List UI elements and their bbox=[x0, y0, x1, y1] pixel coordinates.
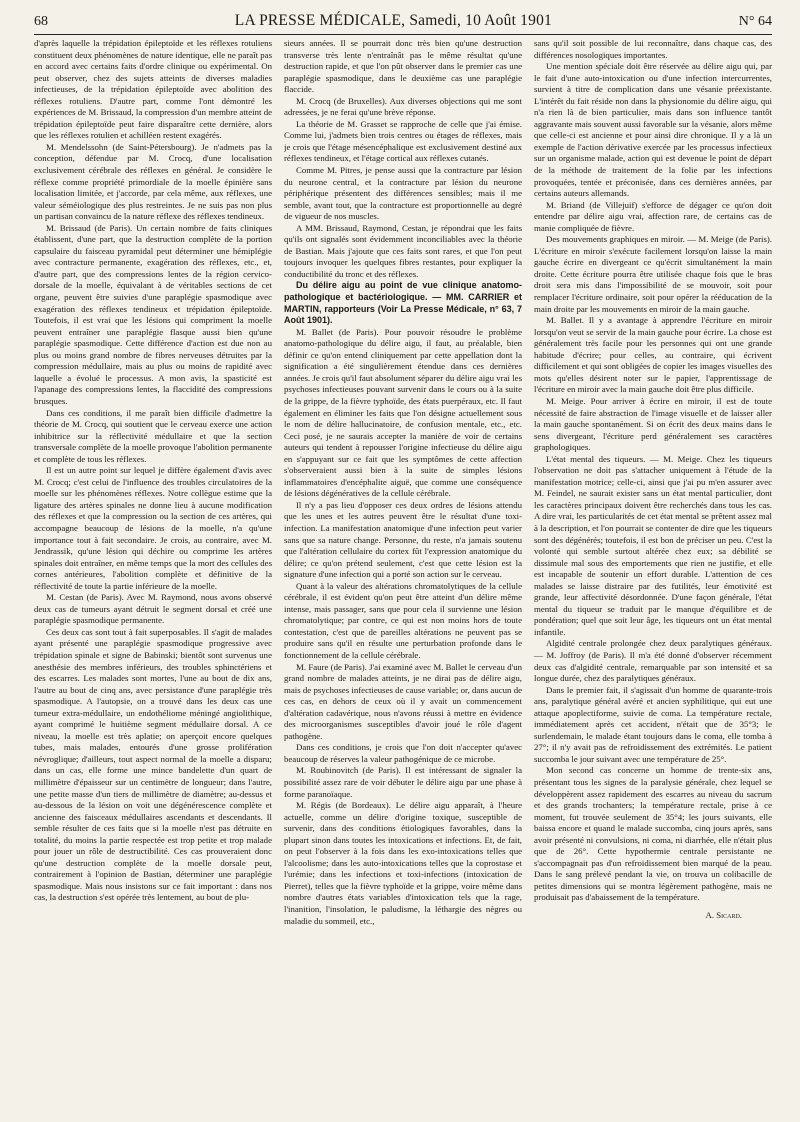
issue-number: N° 64 bbox=[738, 14, 772, 29]
issue-date: Samedi, 10 Août 1901 bbox=[409, 12, 552, 29]
paragraph: M. Crocq (de Bruxelles). Aux diverses objections qui me sont adressées, je ne ferai qu'une brève réponse. bbox=[284, 95, 522, 118]
paragraph-etat-mental-tiqueurs: L'état mental des tiqueurs. — M. Meige. Chez les tiqueurs l'observation ne doit pas s'attacher uniquement à l'étude de la manifestation motrice; celle-ci, ainsi que j'ai pu m'en assurer avec M. Feindel, ne saurait exister sans un état mental particulier, dont les caractères principaux doivent être recherchés dans tous les cas. A dire vrai, les particularités de cet état mental se prêtent assez mal à la description, et l'on pourrait se contenter de dire que les tiqueurs sont des dégénérés; toutefois, il est bon de préciser un peu. C'est la volonté qui semble surtout altérée chez eux; sa débilité se dissimule mal sous des emportements que rien ne justifie, et elle est incapable de soutenir un effort durable. L'attention de ces malades se laisse distraire par des futilités, leur émotivité est grande, leur affectivité désordonnée. D'une façon générale, l'état mental du tiqueur se traduit par le manque d'équilibre et de pondération; quel que soit leur âge, les tiqueurs ont un état mental infantile. bbox=[534, 453, 772, 637]
paragraph: M. Mendelssohn (de Saint-Pétersbourg). Je n'admets pas la conception, défendue par M. Crocq, d'une localisation exclusivement cérébrale des réflexes en général. Je considère le réflexe comme propriété primordiale de la moelle épinière sans localisation limitée, et j'accorde, par cela même, aux réflexes, une valeur séméiologique des plus restreintes. Je ne suis pas non plus un partisan convaincu de la nature réflexe des réflexes tendineux. bbox=[34, 141, 272, 222]
paragraph: M. Ballet (de Paris). Pour pouvoir résoudre le problème anatomo-pathologique du délire aigu, il faut, au préalable, bien définir ce qu'on entend cliniquement par cette appellation dont la signification a été singulièrement étendue dans ces dernières années. Je crois qu'il faut absolument séparer du délire aigu vrai les psychoses infectieuses pouvant survenir dans le cours ou à la suite de la grippe, de la fièvre typhoïde, des états puerpéraux, etc. Il faut également en éliminer les faits que l'on désigne actuellement sous le nom de délire hallucinatoire, de confusion mentale, etc., etc. Ceci posé, je ne saurais accepter la manière de voir de certains auteurs qui tendent à repousser l'origine infectieuse du délire aigu en s'appuyant sur ce fait que les symptômes de cette affection s'observeraient aussi bien à la suite de simples lésions inflammatoires d'encéphalite aiguë, que comme une conséquence de lésions dégénératives de la cellule cérébrale. bbox=[284, 326, 522, 499]
paragraph: La théorie de M. Grasset se rapproche de celle que j'ai émise. Comme lui, j'admets bien trois centres ou étages de réflexes, mais je crois que l'étage mésencéphalique est exclusivement destiné aux réflexes tendineux, et l'étage cortical aux réflexes cutanés. bbox=[284, 118, 522, 164]
paragraph: sieurs années. Il se pourrait donc très bien qu'une destruction transverse très lente n'entraînât pas le même résultat qu'une destruction rapide, et que l'on pût observer dans le premier cas une paraplégie spasmodique, dans le deuxième cas une paraplégie flaccide. bbox=[284, 38, 522, 95]
paragraph: Il est un autre point sur lequel je diffère également d'avis avec M. Crocq; c'est celui de l'influence des troubles circulatoires de la moelle sur les phénomènes réflexes. Notre collègue estime que la ligature des artères spinales ne donne lieu à aucune modification des réflexes et que la compression ou la section de ces artères, qui accompagne beaucoup de lésions de la moelle, n'a qu'une importance tout à fait secondaire. Je crois, au contraire, avec M. Jendrassik, qu'une lésion qui déchire ou comprime les artères spinales doit entraîner, en même temps que la mort des cellules des cornes antérieures, l'abolition complète et définitive de la réflectivité de toute la partie inférieure de la moelle. bbox=[34, 465, 272, 591]
paragraph: A MM. Brissaud, Raymond, Cestan, je répondrai que les faits qu'ils ont signalés sont évidemment inconciliables avec la théorie de Bastian. Mais j'ajoute que ces faits sont rares, et que l'on peut toujours invoquer les quelques fibres restantes, pour expliquer la conductibilité du tronc et des réflexes. bbox=[284, 222, 522, 279]
paragraph-algidite-centrale: Algidité centrale prolongée chez deux paralytiques généraux. — M. Joffroy (de Paris). Il m'a été donné d'observer récemment deux cas d'algidité centrale, remarquable par son intensité et sa longue durée, chez des paralytiques généraux. bbox=[534, 638, 772, 684]
paragraph: M. Roubinovitch (de Paris). Il est intéressant de signaler la possibilité assez rare de voir débuter le délire aigu par une phase à forme paranoïaque. bbox=[284, 765, 522, 799]
page-number: 68 bbox=[34, 14, 48, 29]
column-2 bbox=[284, 38, 522, 1112]
paragraph: Mon second cas concerne un homme de trente-six ans, présentant tous les signes de la paralysie générale, chez lequel se développèrent assez rapidement des escarres au niveau du sacrum et des grands trochanters; la température rectale, prise à ce moment, fut trouvée seulement de 35°4; les jours suivants, elle baissa encore et quand le malade succomba, cinq jours après, sans avoir présenté ni convulsions, ni coma, ni diarrhée, elle n'était plus que de 26°. Cette hypothermie centrale persistante ne s'accompagnait pas d'un refroidissement bien marqué de la peau. Dans le sang prélevé pendant la vie, on trouva un colibacille de petites dimensions qui se montra légèrement pathogène, mais ne produisait pas d'abaissement de la température. bbox=[534, 765, 772, 903]
paragraph: M. Faure (de Paris). J'ai examiné avec M. Ballet le cerveau d'un grand nombre de malades atteints, je ne dirai pas de délire aigu, mais de psychoses infectieuses de cause variable; or, dans aucun de ces cas, en dehors de ceux où il y avait un commencement d'altération cadavérique, nous n'avons réussi à mettre en évidence des microorganismes susceptibles d'avoir joué le rôle d'agent pathogène. bbox=[284, 661, 522, 741]
paragraph: M. Briand (de Villejuif) s'efforce de dégager ce qu'on doit entendre par délire aigu vrai, affection rare, de certains cas de manie compliquée de fièvre. bbox=[534, 199, 772, 233]
paragraph: Dans le premier fait, il s'agissait d'un homme de quarante-trois ans, paralytique général avéré et ancien syphilitique, qui eut une attaque apoplectiforme, suivie de coma. La température rectale, immédiatement après cet accident, n'était que de 35°3; le surlendemain, le malade étant toujours dans le coma, elle tomba à 27°; il n'y avait pas de refroidissement des extrémités. Le patient succomba le jour suivant avec une température de 25°. bbox=[534, 684, 772, 764]
paragraph: M. Cestan (de Paris). Avec M. Raymond, nous avons observé deux cas de tumeurs ayant détruit le segment dorsal et créé une paraplégie spasmodique permanente. bbox=[34, 592, 272, 626]
paragraph: Ces deux cas sont tout à fait superposables. Il s'agit de malades ayant présenté une paraplégie spasmodique progressive avec trépidation spinale et signe de Babinski; bientôt sont survenus une anesthésie des membres inférieurs, des troubles sphinctériens et des escarres. Les malades sont mortes, l'une au bout de dix ans, l'autre au bout de cinq ans, avec persistance d'une paraplégie très spasmodique. A l'autopsie, on a trouvé dans les deux cas une tumeur extra-médullaire, un endothéliome méningé angiolithique, ayant comprimé le huitième segment médullaire dorsal. A ce niveau, la moelle est très aplatie; on aperçoit encore quelques tubes, mais malades, entourés d'une grosse prolifération névroglique; d'ailleurs, tout aspect normal de la moelle a disparu; dans un cas, elle forme une mince bandelette d'un quart de millimètre d'épaisseur sur un centimètre de longueur; dans l'autre, une petite masse d'un tiers de millimètre de diamètre; au-dessus et au-dessous de la lésion on voit une dégénérescence complète et ancienne des faisceaux médullaires ascendants et descendants. Il semble résulter de ces faits que si la moelle n'est pas détruite en totalité, du moins la partie respectée est trop petite et trop malade pour jouer un rôle de destructibilité. Ces cas prouveraient donc qu'une destruction complète de la moelle dorsale peut, contrairement à l'opinion de Bastian, déterminer une paraplégie spasmodique. Mais nous insistons sur ce fait important : dans nos cas, la destruction s'est opérée très lentement, au bout de plu- bbox=[34, 626, 272, 903]
section-heading-delire-aigu: Du délire aigu au point de vue clinique anatomo-pathologique et bactériologique. — MM. CARRIER et MARTIN, rapporteurs (Voir La Presse Médicale, n° 63, 7 Août 1901). bbox=[284, 280, 522, 326]
paragraph: M. Brissaud (de Paris). Un certain nombre de faits cliniques établissent, d'une part, que la destruction complète de la portion capsulaire du faisceau pyramidal peut déterminer une hémiplégie avec contracture permanente, exagération des réflexes, etc., et, d'autre part, que des compressions lentes de la région cervico-dorsale de la moelle, équivalant à de véritables sections de cet organe, peuvent être suivies d'une paraplégie spasmodique avec exagération des réflexes tendineux et trépidation épileptoïde. Toutefois, il est vrai que les lésions qui compriment la moelle peuvent entraîner une paraplégie flasque aussi bien qu'une paraplégie spasmodique. Cette différence d'action est due non au plus ou moins grand nombre de fibres nerveuses détruites par la compression médullaire, mais au plus ou moins de rapidité avec laquelle a évolué le processus. A mon avis, la spasticité est l'apanage des compressions lentes, la flaccidité des compressions brusques. bbox=[34, 222, 272, 406]
journal-title: LA PRESSE MÉDICALE, bbox=[234, 12, 406, 29]
paragraph: M. Ballet. Il y a avantage à apprendre l'écriture en miroir lorsqu'on veut se servir de la main gauche pour écrire. La chose est généralement très facile pour les personnes qui ont une grande habitude d'écrire; pour celles, au contraire, qui écrivent difficilement et qui sont obligées de copier les images visuelles des mots qu'elles désirent noter sur le papier, l'apprentissage de l'écriture en miroir avec la main gauche doit être plus difficile. bbox=[534, 315, 772, 395]
paragraph: M. Meige. Pour arriver à écrire en miroir, il est de toute nécessité de faire abstraction de l'image visuelle et de laisser aller la main gauche spontanément. Si on écrit des deux mains dans le sens divergeant, l'écriture perd généralement ses caractères graphologiques. bbox=[534, 395, 772, 453]
paragraph: Dans ces conditions, il me paraît bien difficile d'admettre la théorie de M. Crocq, qui soutient que le cerveau exerce une action inhibitrice sur la réflectivité médullaire et que la section transversale complète de la moelle provoque l'abolition permanente et complète de tous les réflexes. bbox=[34, 407, 272, 464]
paragraph: Dans ces conditions, je crois que l'on doit n'accepter qu'avec beaucoup de réserves la valeur pathogénique de ce microbe. bbox=[284, 742, 522, 764]
column-3 bbox=[534, 38, 772, 1112]
page-header bbox=[34, 12, 772, 34]
author-signature: A. Sicard. bbox=[705, 910, 742, 921]
header-rule bbox=[34, 34, 772, 35]
paragraph: Il n'y a pas lieu d'opposer ces deux ordres de lésions attendu que les unes et les autres peuvent être le résultat d'une toxi-infection. La manifestation anatomique d'une infection peut varier sans que sa nature change. Personne, du reste, n'a jamais soutenu que l'altération cellulaire du cortex fût l'expression anatomique du délire; ce qu'on prétend seulement, c'est que cette lésion est la signature d'une infection qui a porté son action sur le cerveau. bbox=[284, 499, 522, 580]
paragraph: sans qu'il soit possible de lui reconnaître, dans chaque cas, des différences nosologiques importantes. bbox=[534, 38, 772, 60]
paragraph: M. Régis (de Bordeaux). Le délire aigu apparaît, à l'heure actuelle, comme un délire d'origine toxique, susceptible de survenir, dans des conditions étiologiques favorables, dans la plupart sinon dans toutes les intoxications et infections. Et, de fait, on peut l'observer à la fois dans les exo-intoxications telles que l'alcoolisme; dans les auto-intoxications telles que la coprostase et l'urémie; dans les infections et toxi-infections (intoxication de Pierret), telles que la fièvre typhoïde et la grippe, voire même dans nombre d'autres états variables d'intoxication tels que la rage, l'inanition, l'insolation, le paludisme, la léthargie des nègres ou maladie du sommeil, etc., bbox=[284, 800, 522, 926]
paragraph: Une mention spéciale doit être réservée au délire aigu qui, par le fait d'une auto-intoxication ou d'une infection intercurrentes, survient à titre de complication dans une vésanie préexistante. L'intérêt du fait réside non dans la physionomie du délire aigu, qui n'a rien là de bien particulier, mais dans son influence tantôt aggravante mais souvent aussi favorable sur la vésanie, alors même que celle-ci est ancienne et pour ainsi dire chronique. Il y a là un exemple de l'action dérivative exercée par les processus infectieux sur un organisme malade, action qui est devenue le point de départ de la méthode de traitement de la folie par les infections provoquées, tentée et préconisée, dans ces dernières années, par certains auteurs allemands. bbox=[534, 61, 772, 199]
paragraph-mouvements-graphiques: Des mouvements graphiques en miroir. — M. Meige (de Paris). L'écriture en miroir s'exécute facilement lorsqu'on laisse la main gauche écrire en divergeant ce qu'écrit simultanément la main droite. Cette écriture pourra être utilisée chaque fois que le bras droit sera mis dans l'impossibilité de se mouvoir, soit pour remplacer l'écriture ordinaire, soit pour opérer la rééducation de la main droite par les mouvements en miroir de la main gauche. bbox=[534, 234, 772, 314]
text-columns bbox=[34, 38, 772, 1112]
paragraph: d'après laquelle la trépidation épileptoïde et les réflexes rotuliens constituent deux phénomènes de nature identique, elle ne paraît pas en accord avec certains faits d'ordre clinique ou expérimental. On peut observer, chez des sujets atteints de diverses maladies infectieuses, de la trépidation épileptoïde avec abolition des réflexes rotuliens. D'autre part, comme l'ont démontré les expériences de M. Brissaud, la compression d'un membre atteint de trépidation épileptoïde peut faire disparaître cette dernière, alors que les réflexes rotulien et achilléen restent exagérés. bbox=[34, 38, 272, 141]
paragraph: Quant à la valeur des altérations chromatolytiques de la cellule cérébrale, il est évident qu'on peut être atteint d'un délire même intense, mais passager, sans que pour cela il survienne une lésion chromatolytique; par contre, ce qui est non moins hors de toute contestation, c'est que de pareilles altérations ne peuvent pas se produire sans qu'il en résulte une perturbation profonde dans le fonctionnement de la cellule cérébrale. bbox=[284, 580, 522, 660]
paragraph: Comme M. Pitres, je pense aussi que la contracture par lésion du neurone central, et la contracture par lésion du neurone périphérique présentent des différences sensibles; mais il me semble, avant tout, que la contracture est proportionnelle au degré de vigueur de nos muscles. bbox=[284, 165, 522, 222]
journal-title-line bbox=[235, 12, 552, 30]
column-1 bbox=[34, 38, 272, 1112]
